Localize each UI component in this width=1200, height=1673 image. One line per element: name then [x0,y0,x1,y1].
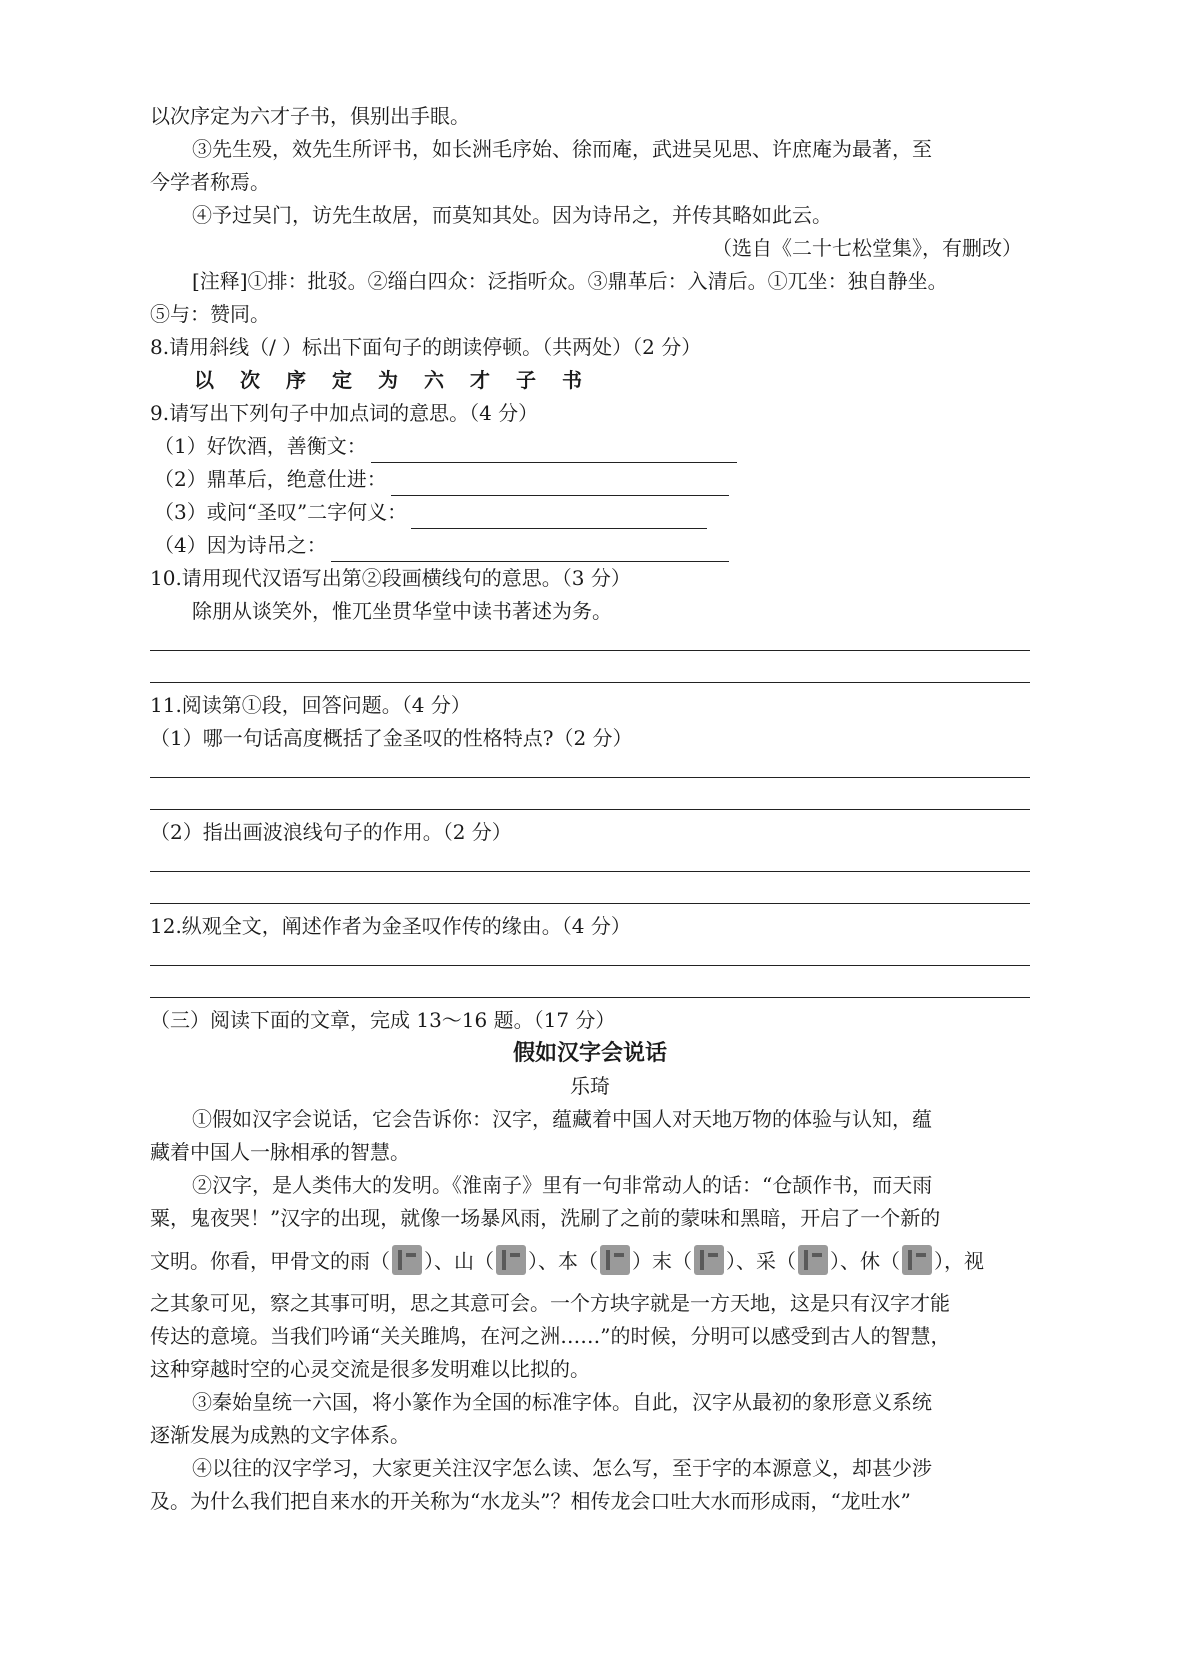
passage-para-4: ④予过吴门，访先生故居，而莫知其处。因为诗吊之，并传其略如此云。 [192,203,832,227]
q9-item-label: （1）好饮酒，善衡文： [154,434,367,458]
section-3-intro: （三）阅读下面的文章，完成 13～16 题。（17 分） [150,1008,616,1032]
article-title: 假如汉字会说话 [512,1040,667,1066]
text-segment: ）、采（ [726,1249,796,1273]
q9-item-3 [150,496,1030,529]
article-para-2-cont: 粟，鬼夜哭！”汉字的出现，就像一场暴风雨，洗刷了之前的蒙味和黑暗，开启了一个新的 [150,1206,941,1230]
exam-page [150,100,1030,1518]
article-para-2-cont: 这种穿越时空的心灵交流是很多发明难以比拟的。 [150,1357,590,1381]
text-segment: ）、休（ [830,1249,900,1273]
text-segment: ）、本（ [528,1249,598,1273]
question-10: 10.请用现代汉语写出第②段画横线句的意思。（3 分） [150,566,631,590]
oracle-root-icon [600,1245,630,1275]
oracle-mountain-icon [496,1245,526,1275]
article-para-1: ①假如汉字会说话，它会告诉你：汉字，蕴藏着中国人对天地万物的体验与认知，蕴 [192,1107,932,1131]
q9-item-1 [150,430,1030,463]
article-para-2-cont: 传达的意境。当我们吟诵“关关雎鸠，在河之洲……”的时候，分明可以感受到古人的智慧， [150,1324,951,1348]
answer-blank[interactable] [411,506,707,529]
answer-blank[interactable] [371,440,737,463]
passage-para-3: ③先生殁，效先生所评书，如长洲毛序始、徐而庵，武进吴见思、许庶庵为最著，至 [192,137,932,161]
question-12: 12.纵观全文，阐述作者为金圣叹作传的缘由。（4 分） [150,914,631,938]
question-8: 8.请用斜线（/ ）标出下面句子的朗读停顿。（共两处）（2 分） [150,335,702,359]
article-author: 乐琦 [570,1074,610,1098]
article-para-2: ②汉字，是人类伟大的发明。《淮南子》里有一句非常动人的话：“仓颉作书，而天雨 [192,1173,933,1197]
q11-sub-2: （2）指出画波浪线句子的作用。（2 分） [150,820,512,844]
q9-item-2 [150,463,1030,496]
article-para-3-cont: 逐渐发展为成熟的文字体系。 [150,1423,410,1447]
text-segment: ），视 [934,1249,984,1273]
article-para-2-cont: 之其象可见，察之其事可明，思之其意可会。一个方块字就是一方天地，这是只有汉字才能 [150,1291,950,1315]
text-segment: ）末（ [632,1249,692,1273]
question-11: 11.阅读第①段，回答问题。（4 分） [150,693,471,717]
passage-line: 以次序定为六才子书，俱别出手眼。 [150,104,470,128]
text-segment: ）、山（ [424,1249,494,1273]
q11-sub-1: （1）哪一句话高度概括了金圣叹的性格特点?（2 分） [150,726,633,750]
oracle-rain-icon [392,1245,422,1275]
q8-sentence: 以次序定为六才子书 [194,368,608,392]
answer-blank[interactable] [391,473,729,496]
q9-item-4 [150,529,1030,562]
annotations-cont: ⑤与：赞同。 [150,302,270,326]
article-para-4: ④以往的汉字学习，大家更关注汉字怎么读、怎么写，至于字的本源意义，却甚少涉 [192,1456,932,1480]
question-9: 9.请写出下列句子中加点词的意思。（4 分） [150,401,539,425]
oracle-tip-icon [694,1245,724,1275]
oracle-gather-icon [798,1245,828,1275]
article-para-1-cont: 藏着中国人一脉相承的智慧。 [150,1140,410,1164]
text-segment: 文明。你看，甲骨文的雨（ [150,1249,390,1273]
answer-blank[interactable] [331,539,729,562]
oracle-rest-icon [902,1245,932,1275]
passage-source: （选自《二十七松堂集》，有删改） [712,236,1022,260]
article-para-4-cont: 及。为什么我们把自来水的开关称为“水龙头”？相传龙会口吐大水而形成雨，“龙吐水” [150,1489,911,1513]
passage-para-3-cont: 今学者称焉。 [150,170,270,194]
oracle-bone-line [150,1235,1030,1287]
q9-item-label: （4）因为诗吊之： [154,533,327,557]
annotations: [注释]①排：批驳。②缁白四众：泛指听众。③鼎革后：入清后。①兀坐：独自静坐。 [192,269,948,293]
article-para-3: ③秦始皇统一六国，将小篆作为全国的标准字体。自此，汉字从最初的象形意义系统 [192,1390,932,1414]
q10-sentence: 除朋从谈笑外，惟兀坐贯华堂中读书著述为务。 [192,599,612,623]
q9-item-label: （2）鼎革后，绝意仕进： [154,467,387,491]
q9-item-label: （3）或问“圣叹”二字何义： [154,500,408,524]
